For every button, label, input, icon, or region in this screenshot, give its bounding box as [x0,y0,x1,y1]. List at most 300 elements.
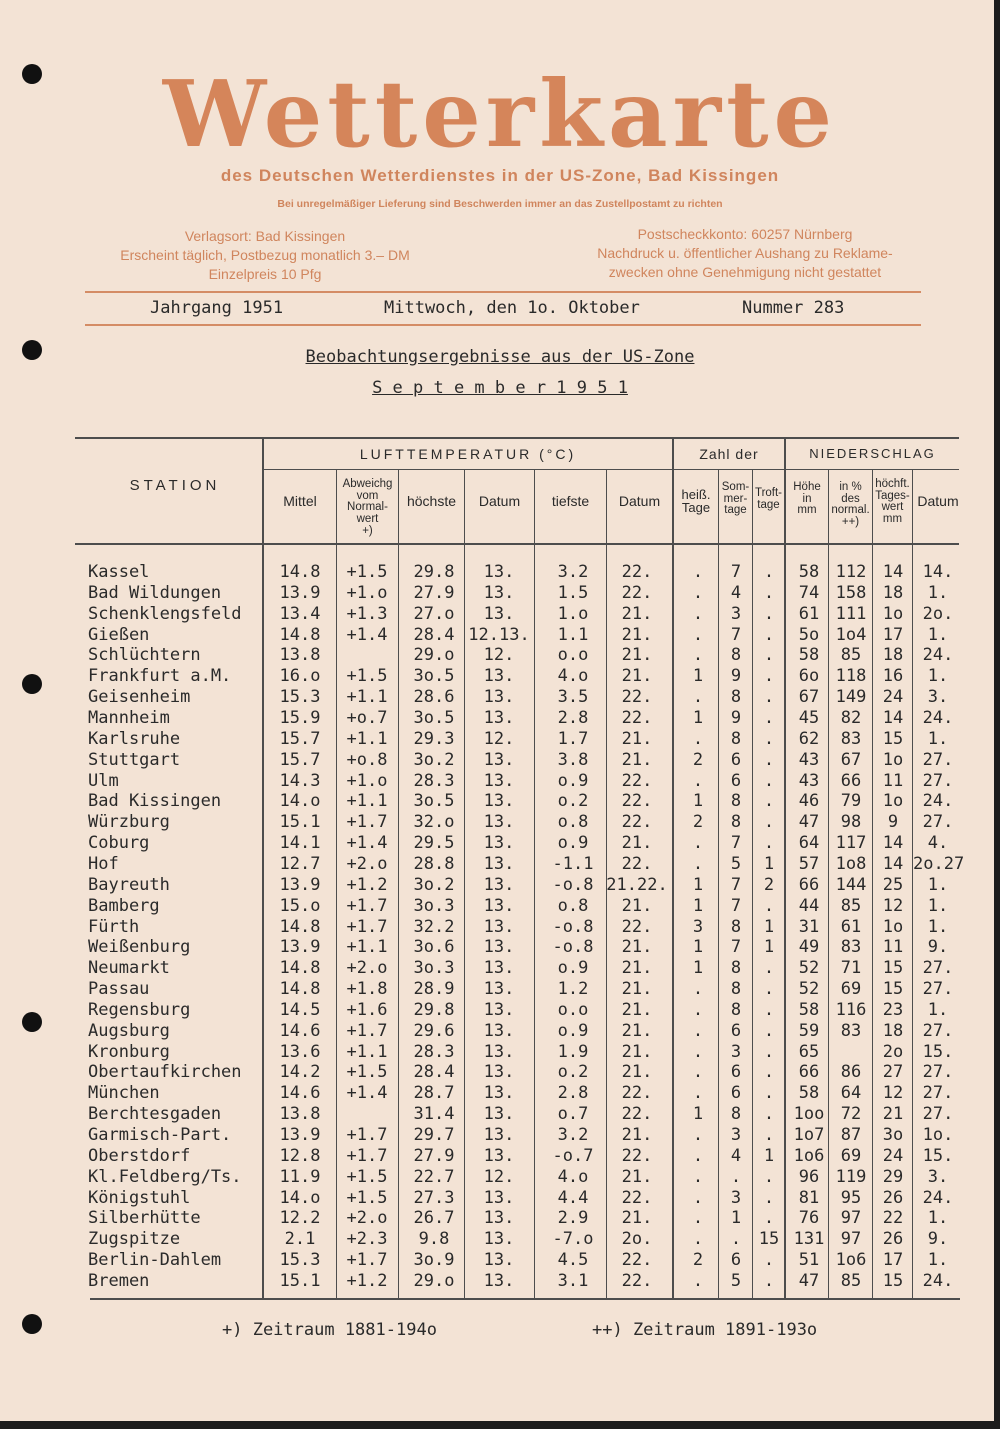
table-row [0,625,1000,646]
hot-days: . [692,1020,704,1041]
precip-date: 9. [927,1229,949,1250]
table-row [0,1125,1000,1146]
precip-percent: 79 [840,791,862,812]
deviation: +1.1 [346,791,388,812]
frost-days: 15 [758,1229,780,1250]
min-date: 22. [621,1270,653,1291]
precip-max: 11 [882,770,904,791]
precip-percent: 85 [840,1270,862,1291]
deviation: +1.7 [346,1145,388,1166]
frost-days: 1 [763,1145,775,1166]
max-temp: 29.o [413,1270,455,1291]
frost-days: . [763,624,775,645]
max-temp: 3o.9 [413,1250,455,1271]
precip-mm: 81 [798,1187,820,1208]
frost-days: . [763,582,775,603]
table-row [0,917,1000,938]
mean-temp: 14.8 [279,958,321,979]
table-row [0,979,1000,1000]
station-name: Oberstdorf [88,1145,191,1166]
min-temp: 4.o [557,1166,589,1187]
frost-days: . [763,1270,775,1291]
frost-days: . [763,1208,775,1229]
min-temp: o.7 [557,1104,589,1125]
min-temp: 1.5 [557,582,589,603]
mean-temp: 13.9 [279,1125,321,1145]
precip-mm: 58 [798,645,820,666]
deviation: +1.o [346,770,388,791]
mean-temp: 15.3 [279,687,321,708]
deviation: +1.7 [346,1125,388,1145]
station-name: Bad Kissingen [88,791,222,812]
min-temp: 1.1 [557,624,589,645]
precip-mm: 52 [798,958,820,979]
precip-max: 26 [882,1229,904,1250]
issue-number: Nummer 283 [742,298,845,318]
max-date: 13. [483,979,515,999]
col-mittel: Mittel [283,493,317,509]
issue-date: Mittwoch, den 1o. Oktober [384,298,640,318]
precip-date: 27. [922,1083,954,1104]
max-date: 13. [483,1208,515,1229]
precip-percent: 95 [840,1187,862,1208]
summer-days: 4 [730,582,742,603]
max-date: 13. [483,1083,515,1104]
frost-days: . [763,979,775,999]
summer-days: 6 [730,770,742,791]
col-frosttage: Troft- tage [754,487,783,511]
precip-percent: 66 [840,770,862,791]
summer-days: 8 [730,687,742,708]
min-temp: -7.o [552,1229,594,1250]
min-date: 21. [621,603,653,624]
max-date: 12. [483,1166,515,1187]
max-temp: 29.o [413,645,455,666]
mean-temp: 11.9 [279,1166,321,1187]
deviation: +2.o [346,958,388,979]
max-temp: 28.8 [413,853,455,874]
header-rule-top [85,291,921,293]
precip-date: 15. [922,1041,954,1062]
col-hoechste: höchste [406,493,457,509]
precip-mm: 131 [793,1229,825,1250]
max-temp: 3o.5 [413,791,455,812]
mean-temp: 14.6 [279,1083,321,1104]
precip-date: 9. [927,937,949,958]
summer-days: 6 [730,749,742,770]
deviation: +1.7 [346,916,388,937]
frost-days: . [763,603,775,624]
precip-percent: 61 [840,916,862,937]
table-row [0,937,1000,958]
mean-temp: 12.8 [279,1145,321,1166]
precip-max: 1o [882,749,904,770]
precip-mm: 44 [798,895,820,916]
precip-max: 12 [882,1083,904,1104]
precip-max: 1o [882,603,904,624]
precip-date: 1. [927,1208,949,1229]
precip-percent: 67 [840,749,862,770]
hot-days: . [692,1145,704,1166]
min-temp: o.9 [557,1020,589,1041]
summer-days: 8 [730,958,742,979]
frost-days: . [763,1020,775,1041]
min-temp: 3.5 [557,687,589,708]
summer-days: 8 [730,979,742,999]
table-row [0,708,1000,729]
frost-days: 1 [763,853,775,874]
header-rule-bottom [85,324,921,326]
mean-temp: 16.o [279,666,321,687]
col-heisse-tage: heiß. Tage [681,487,711,516]
deviation: +1.4 [346,1083,388,1104]
precip-percent: 82 [840,708,862,728]
precip-max: 12 [882,895,904,916]
precip-max: 26 [882,1187,904,1208]
table-top-rule [75,437,959,439]
precip-date: 3. [927,687,949,708]
table-row [0,583,1000,604]
min-date: 21. [621,666,653,687]
min-date: 21. [621,728,653,749]
deviation: +1.5 [346,666,388,687]
precip-max: 17 [882,1250,904,1271]
hot-days: 1 [692,874,704,895]
deviation: +1.o [346,582,388,603]
precip-percent: 83 [840,1020,862,1041]
precip-date: 24. [922,708,954,728]
max-temp: 28.4 [413,1062,455,1083]
hot-days: . [692,833,704,853]
precip-date: 1. [927,1250,949,1271]
precip-max: 2o [882,1041,904,1062]
max-date: 13. [483,1250,515,1271]
frost-days: 2 [763,874,775,895]
hot-days: . [692,1125,704,1145]
max-date: 13. [483,791,515,812]
precip-date: 1o. [922,1125,954,1145]
precip-max: 17 [882,624,904,645]
mean-temp: 15.1 [279,812,321,833]
precip-mm: 31 [798,916,820,937]
precip-date: 27. [922,1020,954,1041]
precip-mm: 43 [798,749,820,770]
summer-days: . [730,1229,742,1250]
hot-days: 1 [692,937,704,958]
min-temp: o.9 [557,770,589,791]
col-sommertage: Som- mer- tage [721,481,750,517]
min-temp: 4.5 [557,1250,589,1271]
frost-days: . [763,687,775,708]
hot-days: . [692,1187,704,1208]
station-header: STATION [129,477,221,494]
max-date: 13. [483,937,515,958]
frost-days: . [763,791,775,812]
precip-max: 24 [882,1145,904,1166]
hot-days: . [692,1270,704,1291]
min-temp: -1.1 [552,853,594,874]
min-temp: o.o [557,645,589,666]
max-temp: 27.9 [413,582,455,603]
hot-days: 1 [692,708,704,728]
precip-date: 27. [922,749,954,770]
precip-mm: 57 [798,853,820,874]
max-temp: 22.7 [413,1166,455,1187]
max-temp: 28.6 [413,687,455,708]
table-row [0,687,1000,708]
precip-mm: 47 [798,812,820,833]
precip-date: 27. [922,1062,954,1083]
precip-percent: 83 [840,728,862,749]
summer-days: 7 [730,833,742,853]
min-date: 22. [621,791,653,812]
deviation: +1.7 [346,1020,388,1041]
mean-temp: 13.8 [279,645,321,666]
station-name: Regensburg [88,999,191,1020]
min-temp: o.o [557,999,589,1020]
precip-mm: 58 [798,1083,820,1104]
hot-days: 1 [692,791,704,812]
footnote-2: ++) Zeitraum 1891-193o [592,1320,818,1340]
precip-max: 1o [882,916,904,937]
max-date: 13. [483,812,515,833]
deviation: +1.1 [346,687,388,708]
summer-days: 7 [730,937,742,958]
station-name: Neumarkt [88,958,170,979]
deviation: +1.7 [346,812,388,833]
min-temp: 1.2 [557,979,589,999]
min-date: 21. [621,1020,653,1041]
precip-date: 24. [922,1187,954,1208]
min-temp: 4.o [557,666,589,687]
max-temp: 29.3 [413,728,455,749]
account-info: Postscheckkonto: 60257 Nürnberg Nachdruck u. öffentlicher Aushang zu Reklame- zwecken ohne Genehmigung nicht gestattet [597,226,893,280]
max-date: 13. [483,853,515,874]
precip-date: 27. [922,979,954,999]
max-date: 13. [483,687,515,708]
table-row [0,604,1000,625]
deviation: +1.5 [346,562,388,582]
precip-max: 15 [882,958,904,979]
deviation: +1.5 [346,1187,388,1208]
station-name: Geisenheim [88,687,191,708]
punch-hole [22,1314,42,1334]
precip-percent: 83 [840,937,862,958]
frost-days: . [763,749,775,770]
min-temp: -o.7 [552,1145,594,1166]
min-date: 21. [621,833,653,853]
table-row [0,1146,1000,1167]
precip-max: 16 [882,666,904,687]
min-date: 22. [621,853,653,874]
precip-max: 22 [882,1208,904,1229]
min-temp: 2.8 [557,708,589,728]
precip-mm: 67 [798,687,820,708]
summer-days: 7 [730,874,742,895]
col-abweichung: Abweichg vom Normal- wert +) [342,478,393,537]
table-row [0,1229,1000,1250]
station-name: Coburg [88,833,150,853]
max-temp: 3o.5 [413,666,455,687]
precip-percent: 97 [840,1208,862,1229]
min-temp: 3.1 [557,1270,589,1291]
station-name: Bamberg [88,895,160,916]
deviation: +1.5 [346,1166,388,1187]
max-temp: 27.o [413,603,455,624]
max-temp: 29.6 [413,1020,455,1041]
precip-percent: 86 [840,1062,862,1083]
precip-mm: 1o7 [793,1125,825,1145]
min-temp: 1.o [557,603,589,624]
precip-percent: 72 [840,1104,862,1125]
hot-days: 3 [692,916,704,937]
mean-temp: 14.6 [279,1020,321,1041]
min-date: 22. [621,1145,653,1166]
mean-temp: 12.7 [279,853,321,874]
precip-percent: 85 [840,645,862,666]
frost-days: . [763,1187,775,1208]
precip-max: 15 [882,979,904,999]
max-date: 13. [483,916,515,937]
precip-mm: 52 [798,979,820,999]
max-date: 13. [483,603,515,624]
precip-max: 9 [887,812,899,833]
table-row [0,1250,1000,1271]
station-name: Frankfurt a.M. [88,666,232,687]
masthead-title: Wetterkarte [162,60,838,168]
station-name: Würzburg [88,812,170,833]
precip-percent: 116 [835,999,867,1020]
min-temp: o.2 [557,1062,589,1083]
summer-days: 3 [730,1041,742,1062]
min-temp: 2.8 [557,1083,589,1104]
frost-days: . [763,999,775,1020]
table-row [0,771,1000,792]
precip-max: 21 [882,1104,904,1125]
table-row [0,666,1000,687]
precip-mm: 58 [798,999,820,1020]
min-temp: -o.8 [552,916,594,937]
col-hoehe-mm: Höhe in mm [793,481,821,517]
precip-max: 14 [882,708,904,728]
precip-max: 23 [882,999,904,1020]
precip-percent: 69 [840,979,862,999]
max-date: 13. [483,1229,515,1250]
hot-days: . [692,687,704,708]
summer-days: 8 [730,916,742,937]
min-date: 22. [621,1104,653,1125]
delivery-notice: Bei unregelmäßiger Lieferung sind Beschwerden immer an das Zustellpostamt zu richten [277,198,723,210]
min-date: 22. [621,708,653,728]
min-temp: -o.8 [552,937,594,958]
station-name: Kassel [88,562,150,582]
max-temp: 29.8 [413,562,455,582]
min-date: 22. [621,916,653,937]
max-temp: 27.9 [413,1145,455,1166]
summer-days: 6 [730,1083,742,1104]
precip-date: 2o. [922,603,954,624]
precip-percent: 119 [835,1166,867,1187]
frost-days: . [763,1083,775,1104]
mean-temp: 15.7 [279,728,321,749]
precip-max: 14 [882,853,904,874]
max-temp: 3o.3 [413,895,455,916]
max-date: 13. [483,833,515,853]
precip-mm: 1o6 [793,1145,825,1166]
mean-temp: 14.o [279,1187,321,1208]
max-temp: 28.3 [413,770,455,791]
precip-mm: 58 [798,562,820,582]
frost-days: . [763,770,775,791]
station-name: Bad Wildungen [88,582,222,603]
precip-date: 14. [922,562,954,582]
precip-max: 24 [882,687,904,708]
precip-mm: 51 [798,1250,820,1271]
frost-days: . [763,1041,775,1062]
min-temp: o.8 [557,895,589,916]
footnote-1: +) Zeitraum 1881-194o [222,1320,437,1340]
hot-days: . [692,645,704,666]
table-row [0,854,1000,875]
summer-days: 8 [730,728,742,749]
mean-temp: 15.7 [279,749,321,770]
precip-percent: 149 [835,687,867,708]
precip-max: 18 [882,582,904,603]
max-temp: 32.o [413,812,455,833]
max-date: 13. [483,1104,515,1125]
precip-max: 15 [882,1270,904,1291]
hot-days: 1 [692,666,704,687]
min-date: 21. [621,749,653,770]
deviation: +1.1 [346,728,388,749]
precip-percent: 85 [840,895,862,916]
max-date: 13. [483,874,515,895]
precip-mm: 59 [798,1020,820,1041]
precip-percent: 118 [835,666,867,687]
precip-date: 1. [927,895,949,916]
table-row [0,750,1000,771]
mean-temp: 13.8 [279,1104,321,1125]
min-date: 22. [621,812,653,833]
station-name: Kl.Feldberg/Ts. [88,1166,242,1187]
mean-temp: 15.1 [279,1270,321,1291]
precip-mm: 96 [798,1166,820,1187]
summer-days: 9 [730,666,742,687]
frost-days: . [763,812,775,833]
document-period: S e p t e m b e r 1 9 5 1 [372,378,628,398]
precip-percent: 1o6 [835,1250,867,1271]
precip-mm: 62 [798,728,820,749]
hot-days: . [692,1166,704,1187]
precip-date: 27. [922,1104,954,1125]
precip-max: 29 [882,1166,904,1187]
min-date: 22. [621,770,653,791]
mean-temp: 14.8 [279,916,321,937]
deviation: +1.2 [346,874,388,895]
precip-percent: 1o8 [835,853,867,874]
table-row [0,645,1000,666]
mean-temp: 12.2 [279,1208,321,1229]
table-row [0,1188,1000,1209]
max-date: 13. [483,1187,515,1208]
summer-days: 8 [730,791,742,812]
frost-days: . [763,562,775,582]
precip-date: 27. [922,812,954,833]
deviation: +1.4 [346,833,388,853]
precip-mm: 49 [798,937,820,958]
mean-temp: 14.1 [279,833,321,853]
frost-days: . [763,666,775,687]
